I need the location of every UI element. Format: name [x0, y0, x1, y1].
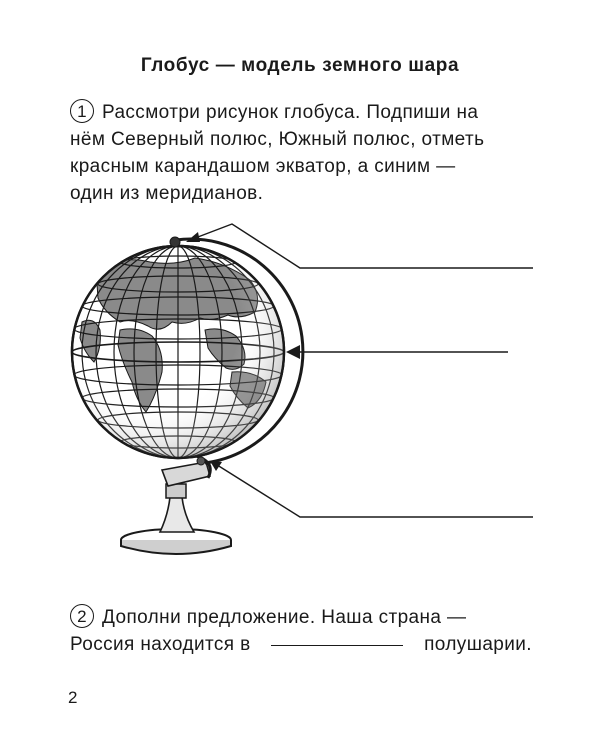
answer-line-north-pole[interactable] [190, 224, 533, 268]
task-1-line-3: красным карандашом экватор, а синим — [70, 156, 456, 177]
hemisphere-answer-blank[interactable] [271, 631, 403, 646]
north-pole-cap-icon [170, 237, 180, 247]
answer-line-south-pole[interactable] [214, 463, 533, 517]
task-1 [70, 99, 532, 207]
globe-figure [0, 200, 600, 570]
page-number: 2 [68, 688, 78, 707]
task-2-line-1: Дополни предложение. Наша страна — [102, 607, 467, 628]
globe-stand [121, 456, 231, 554]
globe-icon [72, 246, 284, 458]
task-1-line-2: нём Северный полюс, Южный полюс, отметь [70, 129, 485, 150]
task-1-line-4: один из меридианов. [70, 183, 264, 204]
task-1-number: 1 [70, 99, 94, 123]
task-2 [70, 604, 532, 658]
task-1-line-1: Рассмотри рисунок глобуса. Подпиши на [102, 102, 479, 123]
south-pole-cap-icon [197, 457, 205, 465]
task-2-number: 2 [70, 604, 94, 628]
task-2-line-2-end: полушарии. [424, 634, 532, 655]
page-title: Глобус — модель земного шара [140, 55, 460, 76]
task-2-line-2-start: Россия находится в [70, 634, 251, 655]
